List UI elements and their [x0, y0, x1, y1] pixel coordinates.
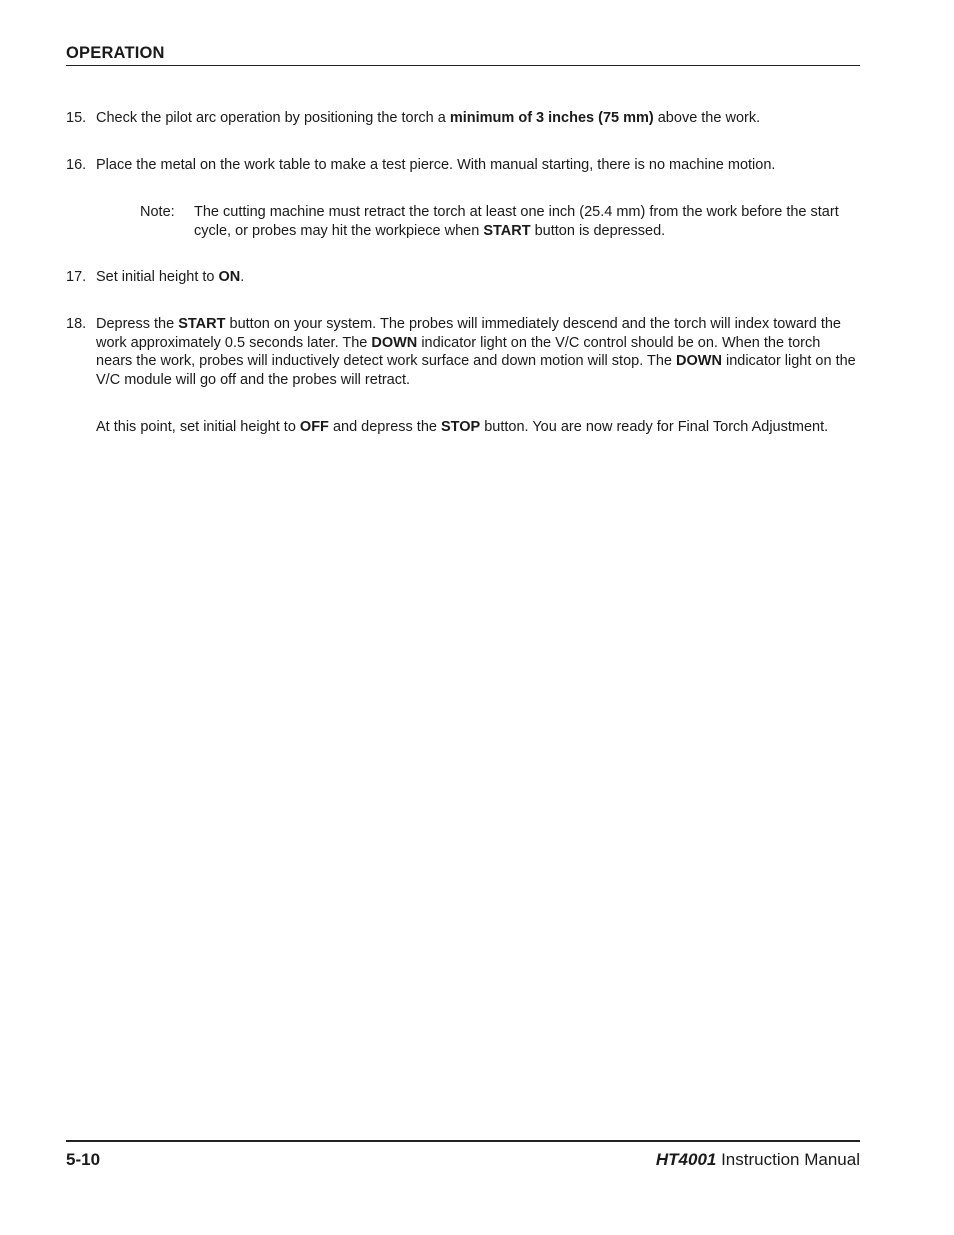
- manual-label: Instruction Manual: [716, 1150, 860, 1169]
- step-17: [66, 268, 856, 287]
- note-block: [140, 203, 840, 240]
- step-text: Place the metal on the work table to make a test pierce. With manual starting, there is no machine motion.: [96, 157, 776, 173]
- step-15: [66, 109, 856, 128]
- header-divider: [66, 65, 860, 66]
- step-18: [66, 315, 856, 389]
- step-number: 15.: [66, 110, 87, 126]
- final-paragraph: At this point, set initial height to OFF and depress the STOP button. You are now ready for Final Torch Adjustment.: [96, 419, 829, 435]
- note-label: Note:: [140, 204, 175, 220]
- step-16: [66, 156, 856, 175]
- step-text: Depress the START button on your system. The probes will immediately descend and the torch will index toward the work approximately 0.5 seconds later. The DOWN indicator light on the V/C control should be on. When the torch nears the work, probes will inductively detect work surface and down motion will stop. The DOWN indicator light on the V/C module will go off and the probes will retract.: [96, 316, 856, 388]
- footer-divider: [66, 1140, 860, 1142]
- step-text: Set initial height to ON.: [96, 269, 245, 285]
- model-name: HT4001: [655, 1150, 717, 1169]
- step-number: 17.: [66, 269, 87, 285]
- step-number: 18.: [66, 316, 87, 332]
- page-number: 5-10: [66, 1150, 101, 1169]
- step-number: 16.: [66, 157, 87, 173]
- section-title: OPERATION: [66, 44, 165, 62]
- note-text: The cutting machine must retract the torch at least one inch (25.4 mm) from the work before the start cycle, or probes may hit the workpiece when START button is depressed.: [194, 204, 839, 239]
- manual-title: [656, 1150, 860, 1170]
- step-text: Check the pilot arc operation by positioning the torch a minimum of 3 inches (75 mm) above the work.: [96, 110, 761, 126]
